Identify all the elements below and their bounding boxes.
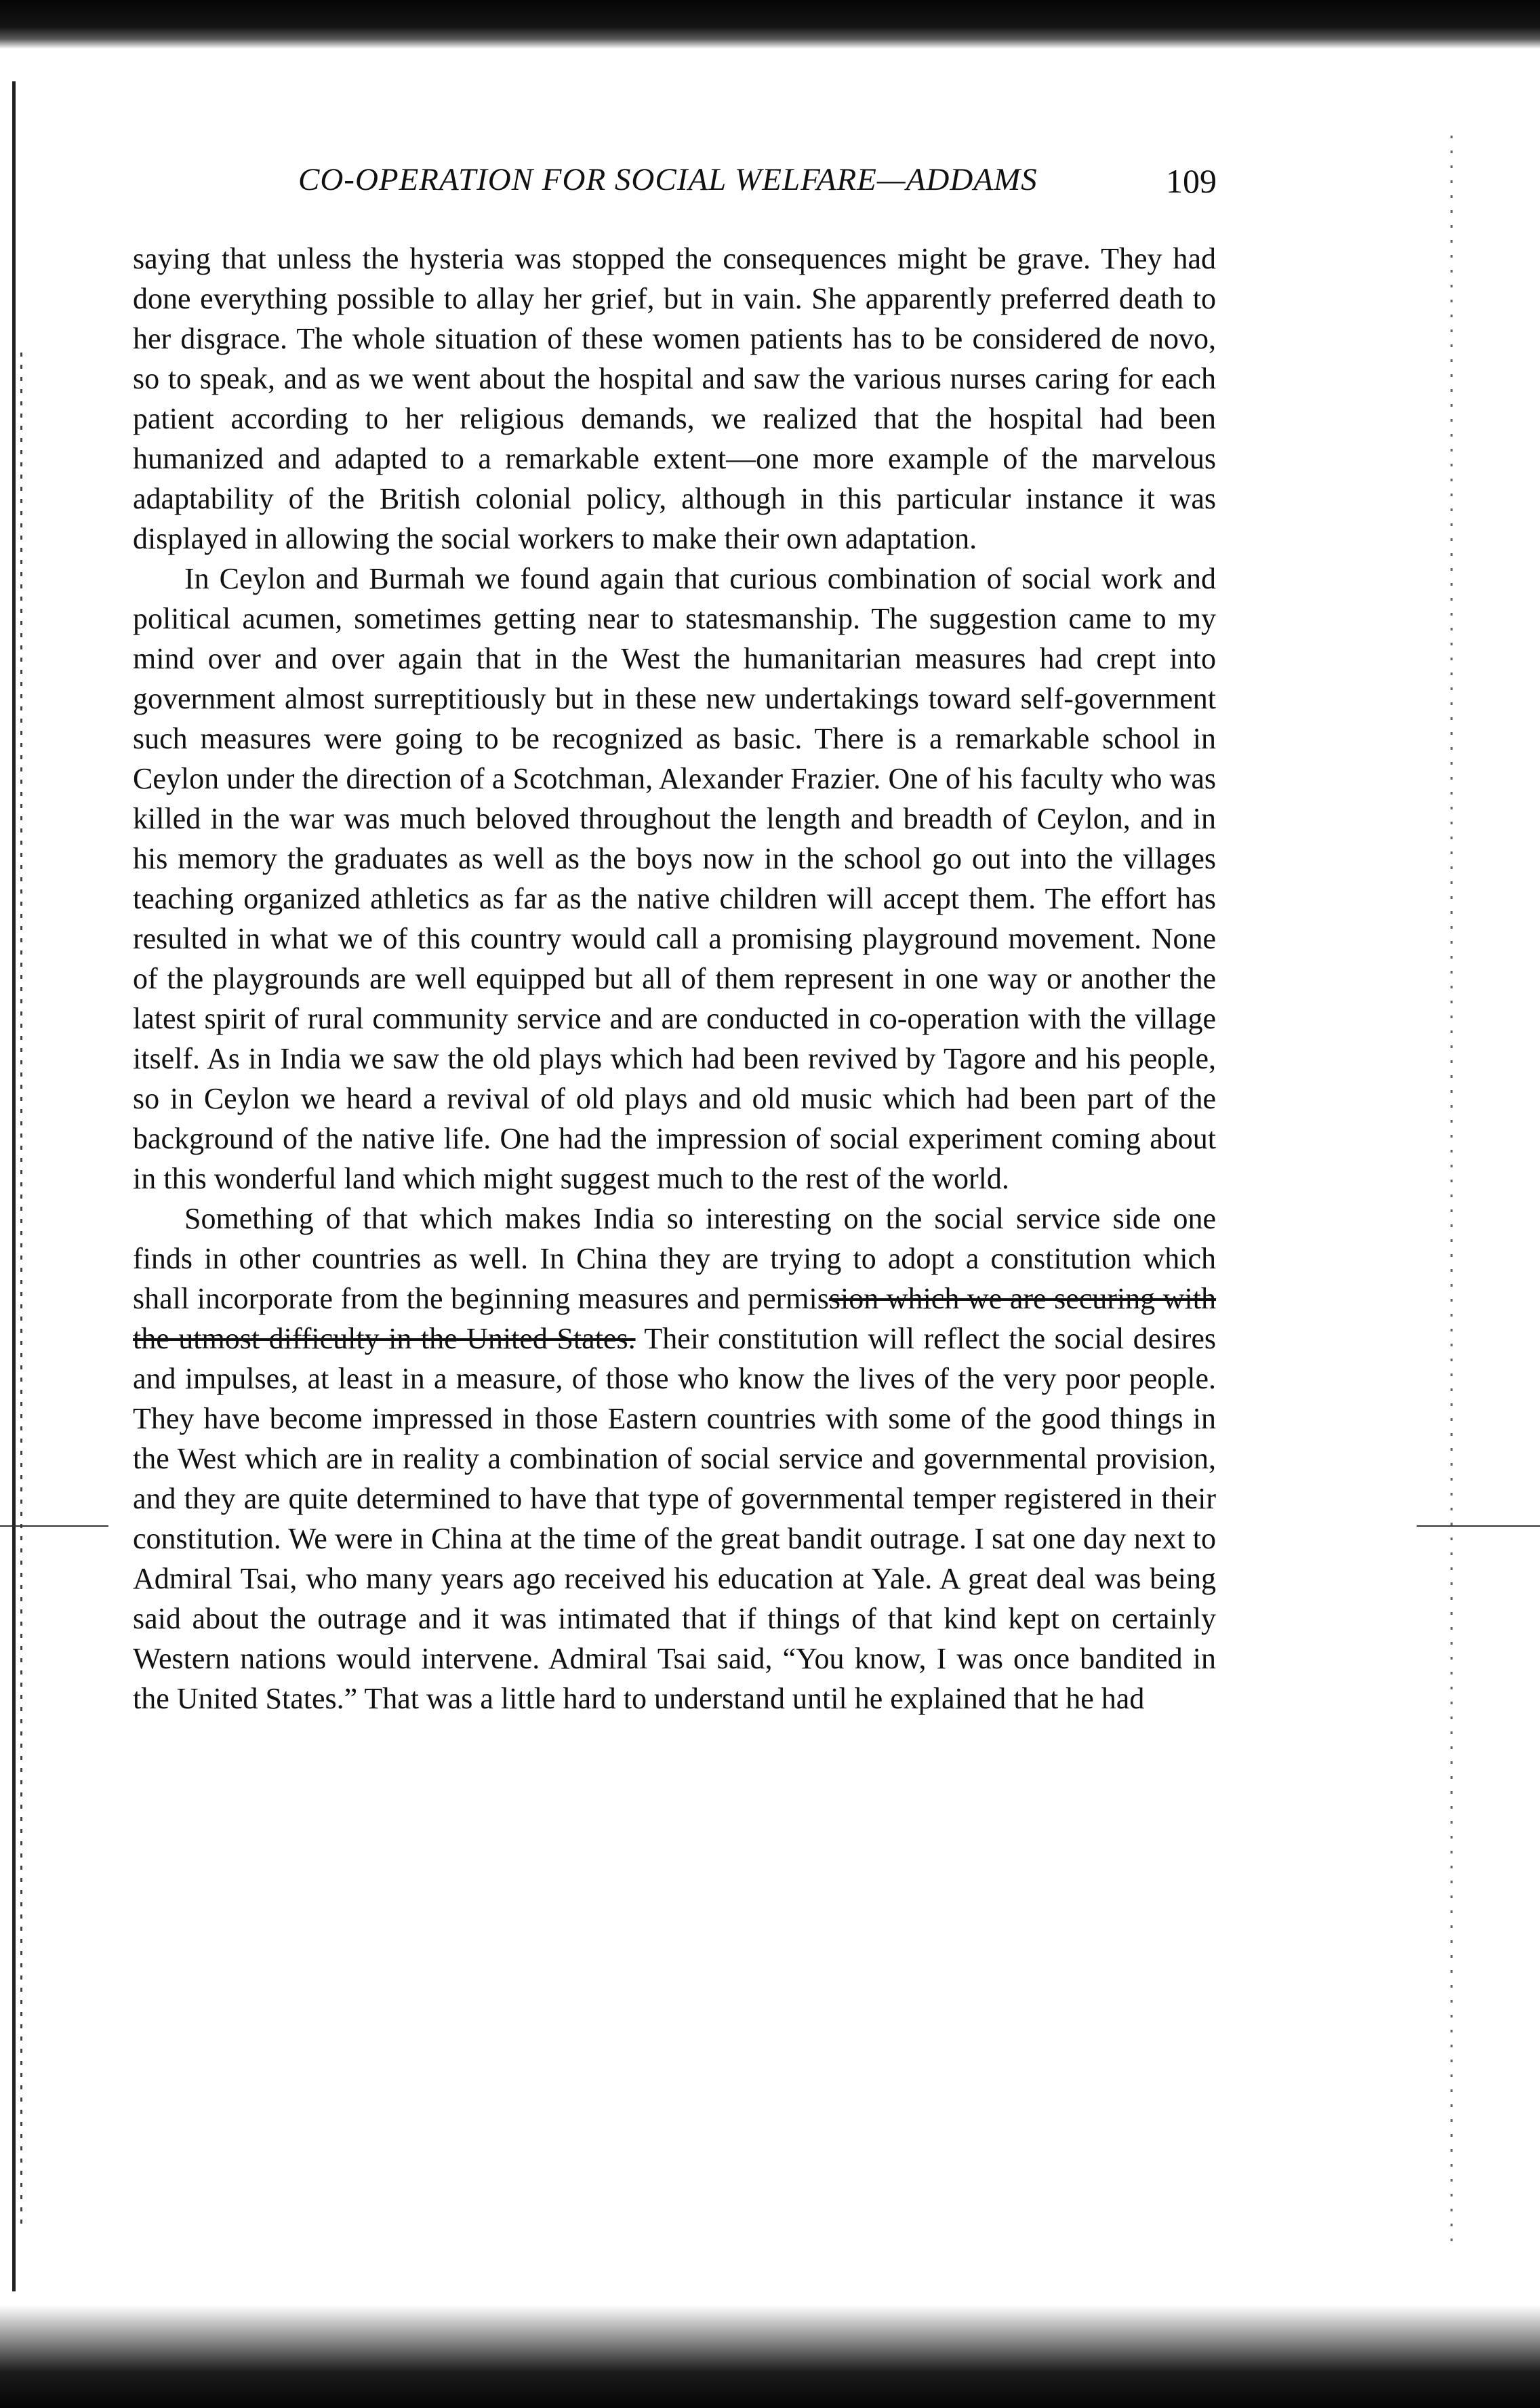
scan-left-artifacts xyxy=(20,353,22,2224)
running-header: CO-OPERATION FOR SOCIAL WELFARE—ADDAMS xyxy=(298,162,1038,197)
scan-top-edge xyxy=(0,0,1540,49)
scan-left-edge xyxy=(12,81,16,2291)
fold-mark-left xyxy=(0,1525,108,1527)
paragraph-3 xyxy=(133,1199,1216,1719)
paragraph-1: saying that unless the hysteria was stopped the consequences might be grave. They had done everything possible to allay her grief, but in vain. She apparently preferred death to her disgrace. The whole situation of these women patients has to be considered de novo, so to speak, and as we went about the hospital and saw the various nurses caring for each patient according to her religious demands, we realized that the hospital had been humanized and adapted to a remarkable extent—one more example of the marvelous adaptability of the British colonial policy, although in this particular instance it was displayed in allowing the social workers to make their own adaptation. xyxy=(133,242,1216,555)
paragraph-2: In Ceylon and Burmah we found again that curious combination of social work and political acumen, sometimes getting near to statesmanship. The suggestion came to my mind over and over again that in the West the humanitarian measures had crept into government almost surreptitiously but in these new undertakings toward self-government such measures were going to be recognized as basic. There is a remarkable school in Ceylon under the direction of a Scotchman, Alexander Frazier. One of his faculty who was killed in the war was much beloved throughout the length and breadth of Ceylon, and in his memory the graduates as well as the boys now in the school go out into the villages teaching organized athletics as far as the native children will accept them. The effort has resulted in what we of this country would call a promising playground movement. None of the playgrounds are well equipped but all of them represent in one way or another the latest spirit of rural community service and are conducted in co-operation with the village itself. As in India we saw the old plays which had been revived by Tagore and his people, so in Ceylon we heard a revival of old plays and old music which had been part of the background of the native life. One had the impression of social experiment coming about in this wonderful land which might suggest much to the rest of the world. xyxy=(133,562,1216,1195)
page-number: 109 xyxy=(1166,162,1217,200)
scan-bottom-edge xyxy=(0,2305,1540,2408)
scan-right-artifacts xyxy=(1451,136,1453,2251)
body-text xyxy=(133,239,1216,1719)
struck-through-text: sion which we are securing with the utmost difficulty in the United States. xyxy=(133,1282,1216,1355)
paragraph-3-part-1: Something of that which makes India so interesting on the social service side one finds in other countries as well. In China they are trying to adopt a constitution which shall incorporate from the beginning measures and permis xyxy=(133,1202,1216,1315)
paragraph-3-part-2: Their constitution will reflect the social desires and impulses, at least in a measure, of those who know the lives of the very poor people. They have become impressed in those Eastern countries with some of the good things in the West which are in reality a combination of social service and governmental provision, and they are quite determined to have that type of governmental temper registered in their constitution. We were in China at the time of the great bandit outrage. I sat one day next to Admiral Tsai, who many years ago received his education at Yale. A great deal was being said about the outrage and it was intimated that if things of that kind kept on certainly Western nations would intervene. Admiral Tsai said, “You know, I was once bandited in the United States.” That was a little hard to understand until he explained that he had xyxy=(133,1322,1216,1715)
fold-mark-right xyxy=(1417,1525,1540,1527)
